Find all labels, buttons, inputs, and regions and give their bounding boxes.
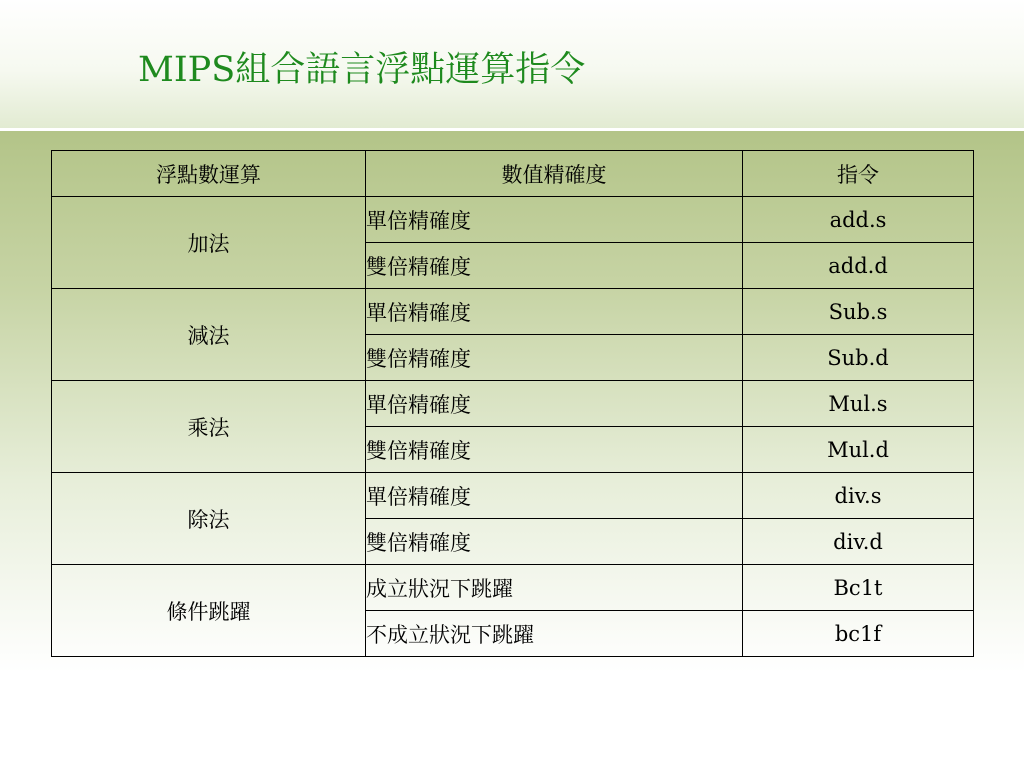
header-precision: 數值精確度 xyxy=(366,151,743,197)
header-instruction: 指令 xyxy=(743,151,974,197)
instruction-cell: Sub.s xyxy=(743,289,974,335)
instruction-cell: Mul.s xyxy=(743,381,974,427)
precision-cell: 單倍精確度 xyxy=(366,197,743,243)
instruction-cell: div.d xyxy=(743,519,974,565)
operation-cell: 加法 xyxy=(52,197,366,289)
instruction-cell: Sub.d xyxy=(743,335,974,381)
header-operation: 浮點數運算 xyxy=(52,151,366,197)
precision-cell: 雙倍精確度 xyxy=(366,243,743,289)
instruction-cell: Mul.d xyxy=(743,427,974,473)
table-header-row xyxy=(52,151,974,197)
instruction-cell: div.s xyxy=(743,473,974,519)
operation-cell: 除法 xyxy=(52,473,366,565)
table-row xyxy=(52,565,974,611)
precision-cell: 不成立狀況下跳躍 xyxy=(366,611,743,657)
table-row xyxy=(52,289,974,335)
instruction-cell: bc1f xyxy=(743,611,974,657)
table-row xyxy=(52,381,974,427)
instruction-cell: add.d xyxy=(743,243,974,289)
instruction-table xyxy=(51,150,974,657)
precision-cell: 雙倍精確度 xyxy=(366,335,743,381)
precision-cell: 單倍精確度 xyxy=(366,473,743,519)
precision-cell: 雙倍精確度 xyxy=(366,519,743,565)
operation-cell: 條件跳躍 xyxy=(52,565,366,657)
operation-cell: 減法 xyxy=(52,289,366,381)
instruction-cell: add.s xyxy=(743,197,974,243)
precision-cell: 雙倍精確度 xyxy=(366,427,743,473)
precision-cell: 單倍精確度 xyxy=(366,289,743,335)
table-row xyxy=(52,473,974,519)
operation-cell: 乘法 xyxy=(52,381,366,473)
precision-cell: 成立狀況下跳躍 xyxy=(366,565,743,611)
precision-cell: 單倍精確度 xyxy=(366,381,743,427)
slide-title: MIPS組合語言浮點運算指令 xyxy=(138,50,586,90)
table-row xyxy=(52,197,974,243)
instruction-cell: Bc1t xyxy=(743,565,974,611)
